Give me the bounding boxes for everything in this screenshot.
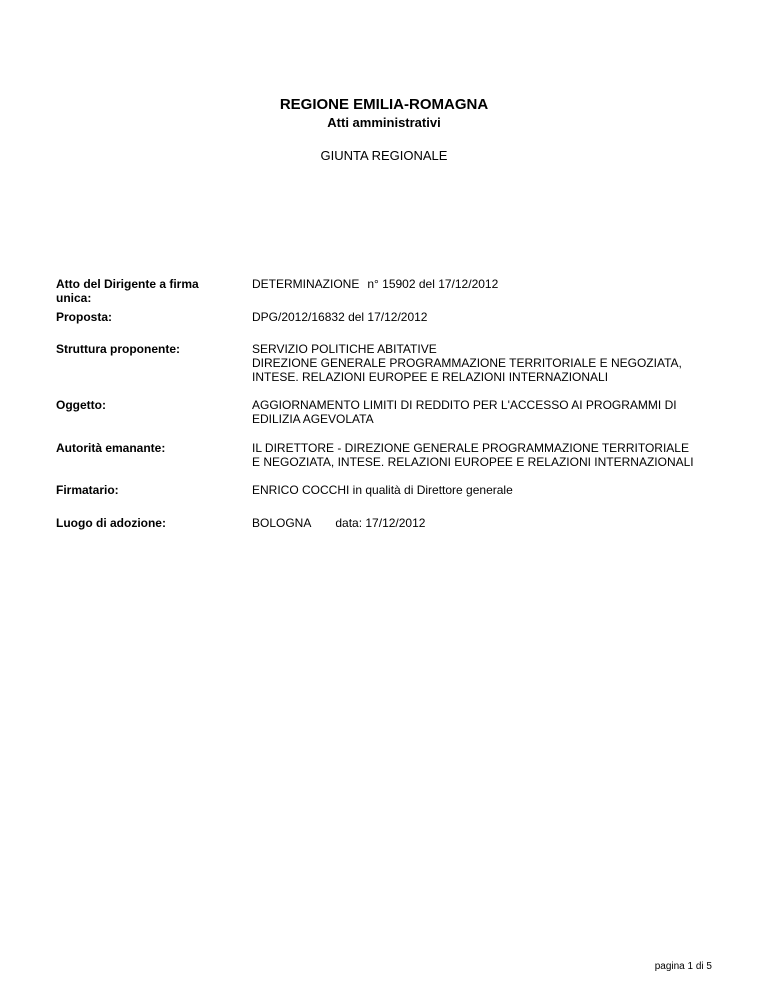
field-proposta-label: Proposta:	[56, 310, 113, 324]
act-type: DETERMINAZIONE	[252, 277, 360, 291]
field-luogo-value	[252, 516, 742, 530]
document-subtitle: Atti amministrativi	[327, 115, 441, 130]
field-autorita-value	[252, 441, 742, 469]
place-of-adoption: BOLOGNA	[252, 516, 312, 530]
oggetto-line: AGGIORNAMENTO LIMITI DI REDDITO PER L'ACCESSO AI PROGRAMMI DI	[252, 398, 677, 412]
field-luogo-label: Luogo di adozione:	[56, 516, 166, 530]
adoption-date: data: 17/12/2012	[335, 516, 426, 530]
field-struttura-value	[252, 342, 742, 384]
issuing-body: GIUNTA REGIONALE	[320, 148, 448, 163]
autorita-line: IL DIRETTORE - DIREZIONE GENERALE PROGRAMMAZIONE TERRITORIALE	[252, 441, 689, 455]
page-number: pagina 1 di 5	[654, 961, 712, 972]
autorita-line: E NEGOZIATA, INTESE. RELAZIONI EUROPEE E RELAZIONI INTERNAZIONALI	[252, 455, 694, 469]
field-autorita-label: Autorità emanante:	[56, 441, 166, 455]
field-proposta-value: DPG/2012/16832 del 17/12/2012	[252, 310, 428, 324]
field-atto-value	[252, 277, 742, 291]
field-firmatario-value: ENRICO COCCHI in qualità di Direttore generale	[252, 483, 513, 497]
oggetto-line: EDILIZIA AGEVOLATA	[252, 412, 374, 426]
field-struttura-label: Struttura proponente:	[56, 342, 180, 356]
field-oggetto-value	[252, 398, 742, 426]
struttura-line: SERVIZIO POLITICHE ABITATIVE	[252, 342, 437, 356]
field-oggetto-label: Oggetto:	[56, 398, 106, 412]
struttura-line: DIREZIONE GENERALE PROGRAMMAZIONE TERRITORIALE E NEGOZIATA,	[252, 356, 682, 370]
field-atto-label: Atto del Dirigente a firma unica:	[56, 277, 199, 305]
document-title: REGIONE EMILIA-ROMAGNA	[279, 96, 489, 113]
act-number: n° 15902 del 17/12/2012	[367, 277, 499, 291]
field-firmatario-label: Firmatario:	[56, 483, 119, 497]
struttura-line: INTESE. RELAZIONI EUROPEE E RELAZIONI INTERNAZIONALI	[252, 370, 609, 384]
